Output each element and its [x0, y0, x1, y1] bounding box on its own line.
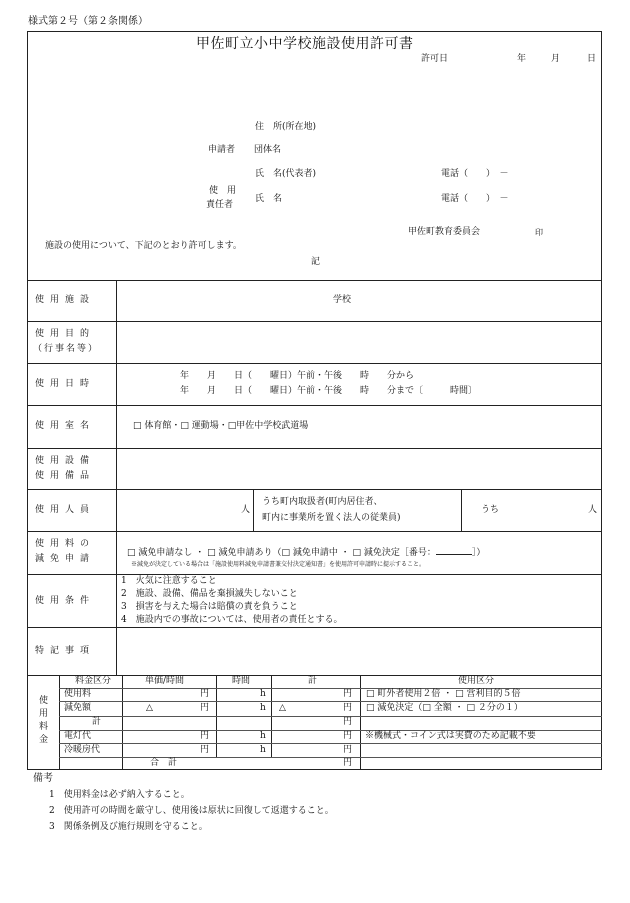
responsible-name-label: 氏 名: [255, 194, 283, 204]
condition-item: 2 施設、設備、備品を棄損滅失しないこと: [121, 589, 298, 599]
applicant-address-label: 住 所(所在地): [255, 122, 317, 132]
people-unit: 人: [241, 505, 251, 515]
people-local-unit: 人: [588, 505, 598, 515]
permit-date-label: 許可日: [421, 54, 449, 64]
room-options[interactable]: □ 体育館・□ 運動場・□甲佐中学校武道場: [133, 421, 309, 431]
fee-row-category: 計: [92, 717, 102, 727]
fee-reduction-label: 使用料の: [35, 539, 96, 549]
ki-mark: 記: [311, 257, 321, 267]
room-label: 使用室名: [35, 421, 96, 431]
fee-row-unit: 円: [200, 689, 210, 699]
applicant-label: 申請者: [208, 145, 236, 155]
datetime-line-from: 年 月 日（ 曜日）午前・午後 時 分から: [180, 371, 415, 381]
condition-item: 3 損害を与えた場合は賠償の責を負うこと: [121, 602, 298, 612]
remark-item: 1 使用料金は必ず納入すること。: [49, 790, 190, 800]
condition-item: 1 火気に注意すること: [121, 576, 217, 586]
fee-side-label-2: 用: [39, 709, 49, 719]
fee-reduction-note: ※減免が決定している場合は「施設使用料減免申請書兼交付決定通知書」を使用許可申請時に提示すること。: [131, 561, 426, 568]
datetime-label: 使用日時: [35, 379, 96, 389]
fee-header-category: 料金区分: [75, 676, 112, 686]
equipment-sublabel: 使用備品: [35, 471, 96, 481]
applicant-name-label: 氏 名(代表者): [255, 169, 317, 179]
fee-row-category: 使用料: [64, 689, 92, 699]
form-number: 様式第２号（第２条関係）: [28, 16, 148, 27]
fee-row-total: 円: [343, 717, 353, 727]
fee-row-total-prefix: △: [279, 703, 286, 713]
fee-row-total: 円: [343, 689, 353, 699]
permit-intro: 施設の使用について、下記のとおり許可します。: [45, 241, 242, 251]
condition-item: 4 施設内での事故については、使用者の責任とする。: [121, 615, 343, 625]
fee-header-usage-type: 使用区分: [458, 676, 495, 686]
conditions-label: 使用条件: [35, 596, 96, 606]
fee-header-hours: 時間: [232, 676, 251, 686]
purpose-label: 使用目的: [35, 329, 96, 339]
applicant-phone-label: 電話（ ） －: [441, 169, 509, 179]
fee-reduction-options[interactable]: □ 減免申請なし ・ □ 減免申請あり（□ 減免申請中 ・ □ 減免決定［番号： ］）: [127, 545, 485, 559]
fee-header-total: 計: [308, 676, 318, 686]
fee-row-unit: 円: [200, 731, 210, 741]
special-notes-label: 特記事項: [35, 646, 96, 656]
fee-row-hours: h: [260, 731, 266, 741]
fee-row-category: 電灯代: [64, 731, 92, 741]
remark-item: 2 使用許可の時間を厳守し、使用後は原状に回復して返還すること。: [49, 806, 334, 816]
people-local-sub-2: 町内に事業所を置く法人の従業員): [262, 513, 401, 523]
datetime-line-to: 年 月 日（ 曜日）午前・午後 時 分まで〔 時間〕: [180, 386, 478, 396]
form-frame: [27, 31, 602, 770]
form-title: 甲佐町立小中学校施設使用許可書: [196, 36, 414, 52]
fee-row-note: ※機械式・コイン式は実費のため記載不要: [365, 731, 536, 741]
fee-sum-unit: 円: [343, 758, 353, 768]
fee-row-total: 円: [343, 731, 353, 741]
fee-row-category: 減免額: [64, 703, 92, 713]
facility-label: 使用施設: [35, 295, 96, 305]
responsible-phone-label: 電話（ ） －: [441, 194, 509, 204]
fee-side-label-1: 使: [39, 696, 49, 706]
people-uchi: うち: [481, 505, 500, 515]
fee-header-unit-price: 単価/時間: [145, 676, 185, 686]
fee-side-label-3: 料: [39, 722, 49, 732]
responsible-label-1: 使 用: [209, 186, 237, 196]
responsible-label-2: 責任者: [206, 200, 234, 210]
fee-reduction-sublabel: 減免申請: [35, 554, 96, 564]
applicant-org-label: 団体名: [254, 145, 282, 155]
fee-row-hours: h: [260, 689, 266, 699]
permit-date-month: 月: [551, 54, 561, 64]
seal-mark: 印: [535, 228, 543, 237]
fee-row-category: 冷暖房代: [64, 745, 101, 755]
remarks-title: 備考: [33, 773, 53, 784]
purpose-sublabel: （行事名等）: [33, 344, 100, 354]
fee-row-unit: 円: [200, 745, 210, 755]
permit-date-year: 年: [517, 54, 527, 64]
fee-row-total: 円: [343, 745, 353, 755]
fee-row-hours: h: [260, 745, 266, 755]
fee-row-note[interactable]: □ 減免決定（□ 全額 ・ □ ２分の１）: [366, 703, 523, 713]
fee-row-hours: h: [260, 703, 266, 713]
fee-side-label-4: 金: [39, 735, 49, 745]
fee-row-prefix: △: [146, 703, 153, 713]
fee-sum-label: 合 計: [150, 758, 178, 768]
remark-item: 3 関係条例及び施行規則を守ること。: [49, 822, 208, 832]
fee-row-unit: 円: [200, 703, 210, 713]
equipment-label: 使用設備: [35, 456, 96, 466]
fee-row-note[interactable]: □ 町外者使用２倍 ・ □ 営利目的５倍: [366, 689, 521, 699]
issuer-name: 甲佐町教育委員会: [408, 227, 481, 237]
people-label: 使用人員: [35, 505, 96, 515]
fee-row-total: 円: [343, 703, 353, 713]
people-local-sub-1: うち町内取扱者(町内居住者、: [262, 497, 383, 507]
reduction-number-blank: [436, 545, 472, 555]
facility-value: 学校: [333, 295, 352, 305]
permit-date-day: 日: [587, 54, 597, 64]
